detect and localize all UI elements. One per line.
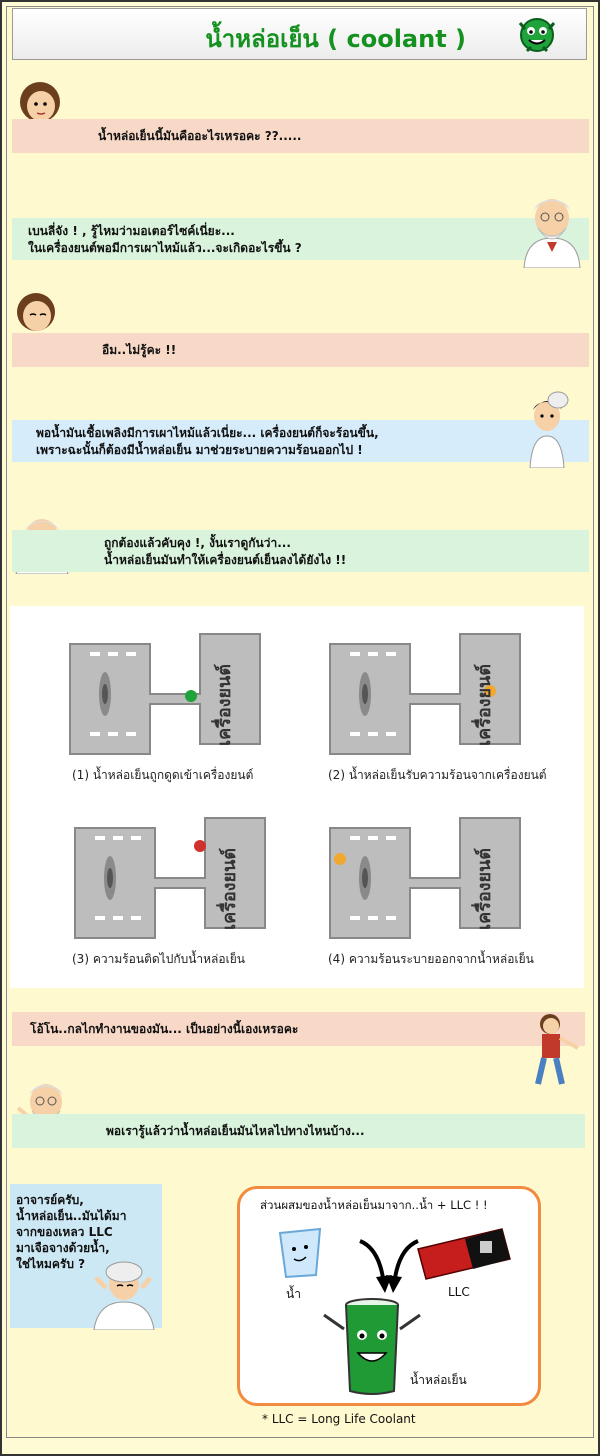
coolant-flow-diagram (10, 606, 584, 988)
dialogue-boy (12, 420, 589, 462)
boy-question-text: อาจารย์ครับ, น้ำหล่อเย็น..มันได้มา จากของเหลว LLC มาเจือจางด้วยน้ำ, ใช่ไหมครับ ? (16, 1193, 127, 1271)
llc-label: LLC (448, 1285, 470, 1299)
diagram-caption-1: (1) น้ำหล่อเย็นถูกดูดเข้าเครื่องยนต์ (72, 768, 254, 782)
engine-label-4: เครื่องยนต์ (474, 847, 495, 930)
girl-walking-icon (528, 1012, 584, 1090)
coolant-label: น้ำหล่อเย็น (410, 1373, 467, 1387)
boy-mechanic-icon (522, 390, 572, 468)
llc-can-icon (418, 1229, 510, 1279)
dialogue-girl-question: น้ำหล่อเย็นนี้มันคืออะไรเหรอคะ ??..... (12, 119, 589, 153)
dialogue-professor-2-line1: ถูกต้องแล้วคับคุง !, งั้นเราดูกันว่า... (104, 536, 291, 550)
diagram-caption-4: (4) ความร้อนระบายออกจากน้ำหล่อเย็น (328, 952, 534, 966)
coolant-mix-box (237, 1186, 541, 1406)
engine-label-2: เครื่องยนต์ (474, 663, 495, 746)
cooling-coolant-icon (334, 853, 346, 865)
page-title: น้ำหล่อเย็น ( coolant ) (205, 25, 466, 53)
boy-confused-icon (84, 1258, 162, 1330)
engine-label-3: เครื่องยนต์ (219, 847, 240, 930)
dialogue-professor-1-line2: ในเครื่องยนต์พอมีการเผาไหม้แล้ว...จะเกิดอะไรขึ้น ? (28, 241, 302, 255)
dialogue-professor-2 (12, 530, 589, 572)
title-banner (12, 8, 587, 60)
engine-label-1: เครื่องยนต์ (214, 663, 235, 746)
water-cup-icon (280, 1229, 320, 1277)
dialogue-professor-1-line1: เบนลี่จัง ! , รู้ไหมว่ามอเตอร์ไซค์เนี่ยะ... (28, 224, 235, 238)
dialogue-professor-3: พอเรารู้แล้วว่าน้ำหล่อเย็นมันไหลไปทางไหนบ้าง... (12, 1114, 585, 1148)
dialogue-professor-2-line2: น้ำหล่อเย็นมันทำให้เครื่องยนต์เย็นลงได้ยังไง !! (104, 553, 347, 567)
hot-coolant-icon (194, 840, 206, 852)
dialogue-girl-realize: โอ้โน..กลไกทำงานของมัน... เป็นอย่างนี้เองเหรอคะ (12, 1012, 585, 1046)
coolant-cup-icon (324, 1299, 420, 1394)
llc-footnote: * LLC = Long Life Coolant (262, 1412, 416, 1426)
professor-icon (514, 192, 590, 268)
coolant-droplet-icon (185, 690, 197, 702)
diagram-caption-2: (2) น้ำหล่อเย็นรับความร้อนจากเครื่องยนต์ (328, 768, 547, 782)
dialogue-boy-line2: เพราะฉะนั้นก็ต้องมีน้ำหล่อเย็น มาช่วยระบายความร้อนออกไป ! (36, 443, 363, 457)
dialogue-boy-line1: พอน้ำมันเชื้อเพลิงมีการเผาไหม้แล้วเนี่ยะ... เครื่องยนต์ก็จะร้อนขึ้น, (36, 426, 379, 440)
mix-title: ส่วนผสมของน้ำหล่อเย็นมาจาก..น้ำ + LLC ! ! (260, 1198, 488, 1212)
dialogue-professor-1 (12, 218, 589, 260)
diagram-caption-3: (3) ความร้อนติดไปกับน้ำหล่อเย็น (72, 952, 245, 966)
dialogue-girl-answer: อืม..ไม่รู้คะ !! (12, 333, 589, 367)
coolant-mascot-icon (515, 13, 559, 57)
mix-drawing (240, 1189, 538, 1403)
water-label: น้ำ (286, 1287, 301, 1301)
